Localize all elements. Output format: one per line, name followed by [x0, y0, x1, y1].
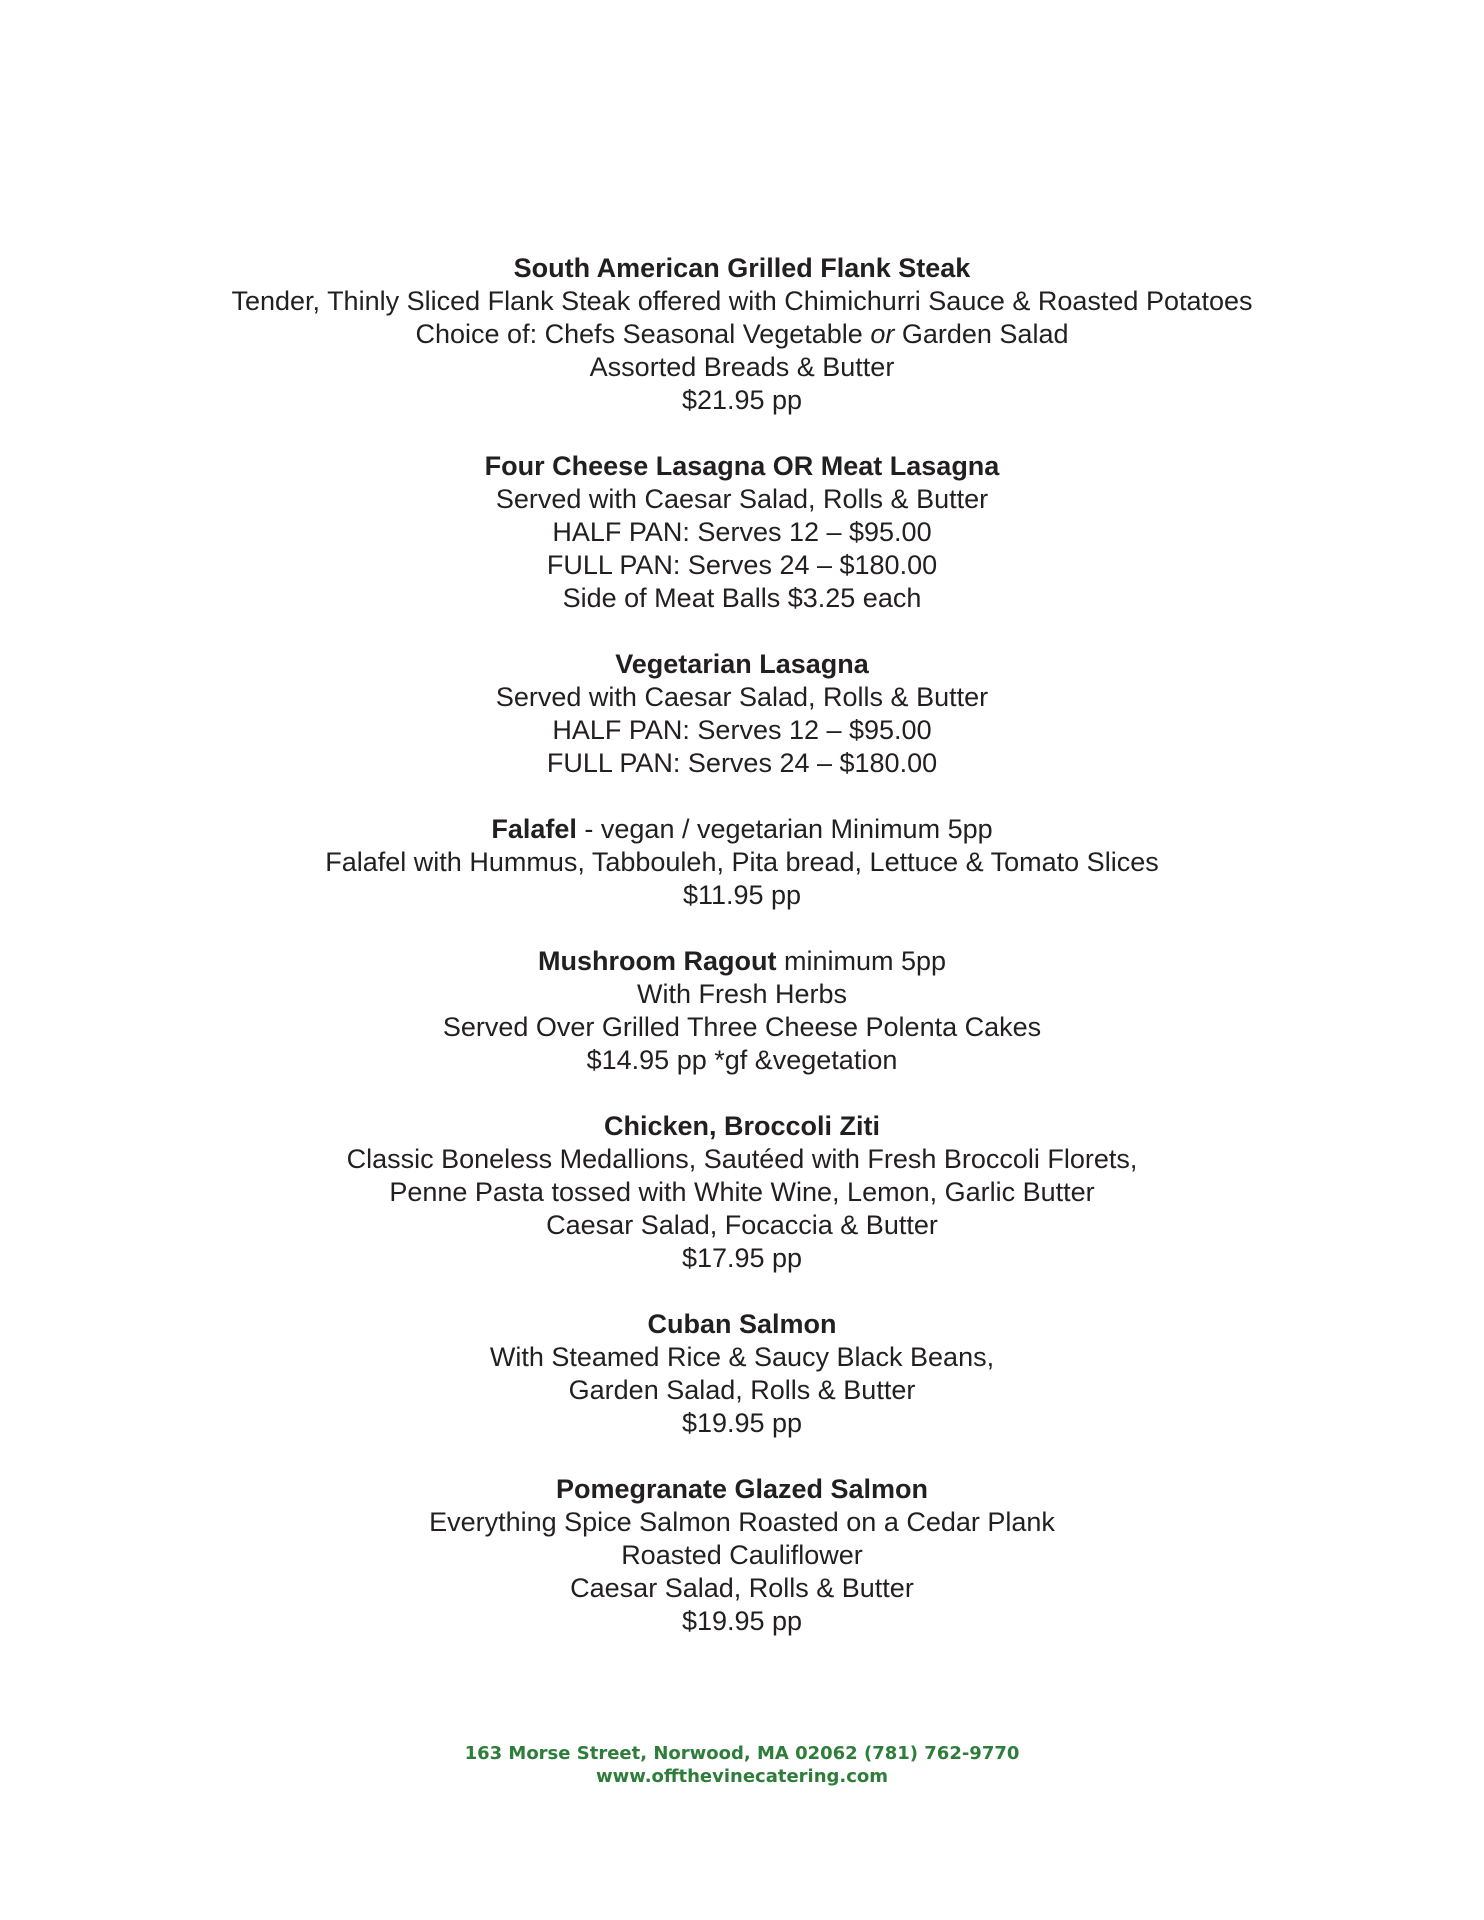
menu-item-chicken-broccoli-ziti: [0, 1110, 1484, 1275]
item-description: Roasted Cauliflower: [621, 1540, 863, 1570]
menu-item-flank-steak: [0, 252, 1484, 417]
item-half-pan: HALF PAN: Serves 12 – $95.00: [552, 517, 932, 547]
item-description: Classic Boneless Medallions, Sautéed with Fresh Broccoli Florets,: [346, 1144, 1138, 1174]
item-description: Everything Spice Salmon Roasted on a Cedar Plank: [429, 1507, 1055, 1537]
item-title-note: - vegan / vegetarian Minimum 5pp: [576, 814, 993, 844]
item-side: Caesar Salad, Rolls & Butter: [570, 1573, 914, 1603]
item-title: Pomegranate Glazed Salmon: [555, 1474, 929, 1504]
item-description: Falafel with Hummus, Tabbouleh, Pita bread, Lettuce & Tomato Slices: [325, 847, 1159, 877]
item-price: $14.95 pp *gf &vegetation: [586, 1045, 898, 1075]
item-price: $19.95 pp: [681, 1606, 803, 1636]
item-side: Side of Meat Balls $3.25 each: [562, 583, 922, 613]
menu-item-pomegranate-salmon: [0, 1473, 1484, 1638]
item-title: Vegetarian Lasagna: [615, 649, 869, 679]
item-description: With Fresh Herbs: [636, 979, 848, 1009]
item-title: Cuban Salmon: [647, 1309, 837, 1339]
item-description: Tender, Thinly Sliced Flank Steak offered with Chimichurri Sauce & Roasted Potatoes: [231, 286, 1253, 316]
footer: [0, 1742, 1484, 1788]
item-title: Chicken, Broccoli Ziti: [603, 1111, 881, 1141]
item-price: $21.95 pp: [681, 385, 803, 415]
menu-item-falafel: [0, 813, 1484, 912]
item-side: Garden Salad, Rolls & Butter: [568, 1375, 916, 1405]
choice-or: or: [870, 319, 895, 349]
choice-text: Choice of: Chefs Seasonal Vegetable: [415, 319, 863, 349]
item-heading: [0, 945, 1484, 978]
menu-item-four-cheese-lasagna: [0, 450, 1484, 615]
item-price: $11.95 pp: [682, 880, 802, 910]
item-full-pan: FULL PAN: Serves 24 – $180.00: [546, 550, 938, 580]
menu-item-mushroom-ragout: [0, 945, 1484, 1077]
item-price: $19.95 pp: [681, 1408, 803, 1438]
item-title: Mushroom Ragout: [537, 946, 777, 976]
item-title: Four Cheese Lasagna OR Meat Lasagna: [484, 451, 1000, 481]
item-side: Assorted Breads & Butter: [589, 352, 895, 382]
item-title-note: minimum 5pp: [776, 946, 947, 976]
item-description: Served Over Grilled Three Cheese Polenta Cakes: [442, 1012, 1042, 1042]
footer-address: 163 Morse Street, Norwood, MA 02062 (781) 762-9770: [464, 1743, 1020, 1764]
item-full-pan: FULL PAN: Serves 24 – $180.00: [546, 748, 938, 778]
item-description: With Steamed Rice & Saucy Black Beans,: [489, 1342, 995, 1372]
item-title: Falafel: [491, 814, 577, 844]
item-price: $17.95 pp: [681, 1243, 803, 1273]
item-description: Served with Caesar Salad, Rolls & Butter: [495, 484, 989, 514]
item-choice: [0, 318, 1484, 351]
menu-item-vegetarian-lasagna: [0, 648, 1484, 780]
menu: [0, 252, 1484, 1671]
item-description: Penne Pasta tossed with White Wine, Lemon, Garlic Butter: [389, 1177, 1095, 1207]
item-heading: [0, 813, 1484, 846]
item-title: South American Grilled Flank Steak: [513, 253, 971, 283]
footer-website-link[interactable]: www.offthevinecatering.com: [595, 1766, 889, 1787]
item-half-pan: HALF PAN: Serves 12 – $95.00: [552, 715, 932, 745]
menu-item-cuban-salmon: [0, 1308, 1484, 1440]
item-description: Served with Caesar Salad, Rolls & Butter: [495, 682, 989, 712]
item-side: Caesar Salad, Focaccia & Butter: [546, 1210, 938, 1240]
choice-alt: Garden Salad: [901, 319, 1069, 349]
